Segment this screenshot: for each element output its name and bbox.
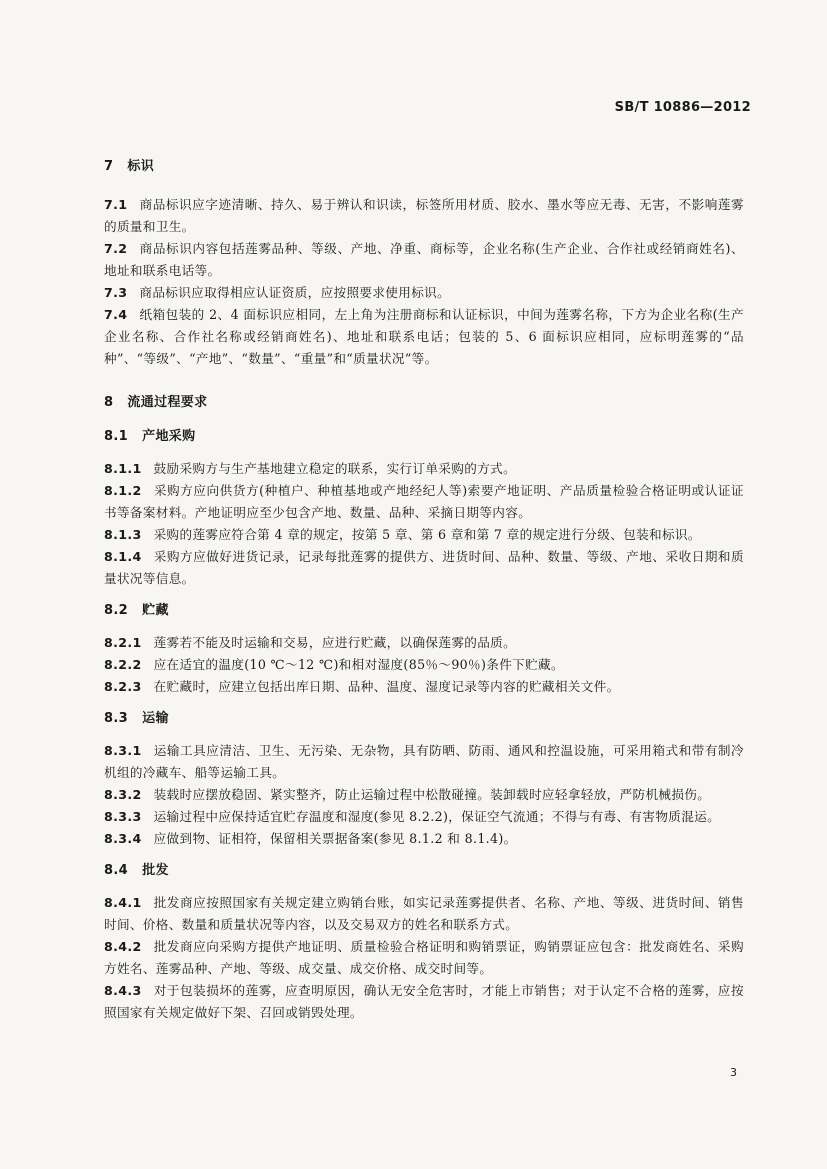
clause: 8.1.3 采购的莲雾应符合第 4 章的规定，按第 5 章、第 6 章和第 7 章的规定进行分级、包装和标识。 [104, 527, 701, 542]
page-number: 3 [730, 1066, 737, 1079]
clause: 8.1.4 采购方应做好进货记录，记录每批莲雾的提供方、进货时间、品种、数量、等级、产地、采收日期和质量状况等信息。 [104, 549, 744, 586]
clause: 8.3.4 应做到物、证相符，保留相关票据备案(参见 8.1.2 和 8.1.4)。 [104, 831, 517, 846]
document-body [104, 156, 744, 1024]
clause: 8.4.2 批发商应向采购方提供产地证明、质量检验合格证明和购销票证，购销票证应包含：批发商姓名、采购方姓名、莲雾品种、产地、等级、成交量、成交价格、成交时间等。 [104, 939, 744, 976]
clause: 8.1.2 采购方应向供货方(种植户、种植基地或产地经纪人等)索要产地证明、产品质量检验合格证明或认证证书等备案材料。产地证明应至少包含产地、数量、品种、采摘日期等内容。 [104, 483, 744, 520]
subsection-heading: 8.3 运输 [104, 711, 169, 726]
clause: 8.1.1 鼓励采购方与生产基地建立稳定的联系，实行订单采购的方式。 [104, 461, 517, 476]
clause: 8.3.3 运输过程中应保持适宜贮存温度和湿度(参见 8.2.2)，保证空气流通；不得与有毒、有害物质混运。 [104, 809, 721, 824]
clause: 8.2.1 莲雾若不能及时运输和交易，应进行贮藏，以确保莲雾的品质。 [104, 635, 517, 650]
clause: 8.3.1 运输工具应清洁、卫生、无污染、无杂物，具有防晒、防雨、通风和控温设施，可采用箱式和带有制冷机组的冷藏车、船等运输工具。 [104, 743, 744, 780]
clause: 7.1 商品标识应字迹清晰、持久、易于辨认和识读，标签所用材质、胶水、墨水等应无毒、无害，不影响莲雾的质量和卫生。 [104, 197, 744, 234]
section-heading: 7 标识 [104, 159, 155, 174]
section-heading: 8 流通过程要求 [104, 395, 208, 410]
standard-code: SB/T 10886—2012 [614, 100, 751, 115]
clause: 7.3 商品标识应取得相应认证资质，应按照要求使用标识。 [104, 285, 451, 300]
clause: 7.2 商品标识内容包括莲雾品种、等级、产地、净重、商标等，企业名称(生产企业、合作社或经销商姓名)、地址和联系电话等。 [104, 241, 744, 278]
clause: 8.2.2 应在适宜的温度(10 ℃～12 ℃)和相对湿度(85％～90％)条件下贮藏。 [104, 657, 564, 672]
subsection-heading: 8.2 贮藏 [104, 603, 169, 618]
clause: 8.3.2 装载时应摆放稳固、紧实整齐，防止运输过程中松散碰撞。装卸载时应轻拿轻放，严防机械损伤。 [104, 787, 711, 802]
subsection-heading: 8.4 批发 [104, 863, 169, 878]
clause: 8.4.3 对于包装损坏的莲雾，应查明原因，确认无安全危害时，才能上市销售；对于认定不合格的莲雾，应按照国家有关规定做好下架、召回或销毁处理。 [104, 983, 744, 1020]
subsection-heading: 8.1 产地采购 [104, 429, 196, 444]
clause: 8.4.1 批发商应按照国家有关规定建立购销台账，如实记录莲雾提供者、名称、产地、等级、进货时间、销售时间、价格、数量和质量状况等内容，以及交易双方的姓名和联系方式。 [104, 895, 744, 932]
clause: 7.4 纸箱包装的 2、4 面标识应相同，左上角为注册商标和认证标识，中间为莲雾名称，下方为企业名称(生产企业名称、合作社名称或经销商姓名)、地址和联系电话；包装的 5、6 面标识应相同，应标明莲雾的“品种”、“等级”、“产地”、“数量”、“重量”和“质量状况”等。 [104, 307, 744, 366]
clause: 8.2.3 在贮藏时，应建立包括出库日期、品种、温度、湿度记录等内容的贮藏相关文件。 [104, 679, 620, 694]
